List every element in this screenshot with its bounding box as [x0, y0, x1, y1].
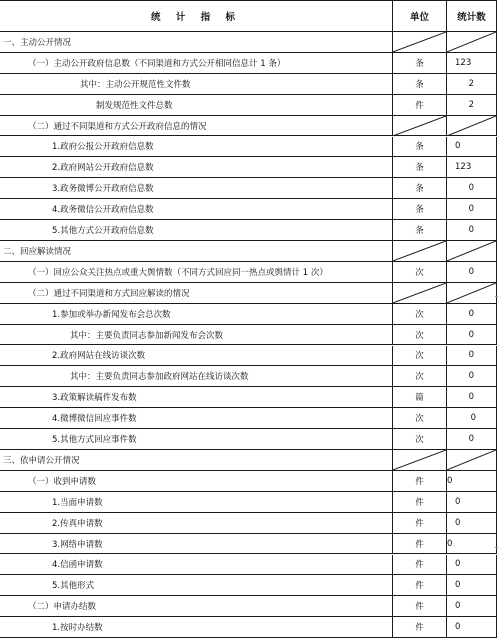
diagonal-slash	[447, 450, 496, 470]
unit-cell: 件	[392, 617, 446, 637]
count-cell: 0	[446, 387, 497, 407]
table-row	[0, 325, 497, 346]
unit-cell: 条	[392, 157, 446, 177]
count-cell: 0	[446, 325, 497, 345]
table-row	[0, 429, 497, 450]
unit-cell: 条	[392, 199, 446, 219]
table-row	[0, 408, 497, 429]
table-row	[0, 220, 497, 241]
unit-cell: 次	[392, 304, 446, 324]
count-cell: 0	[446, 555, 497, 575]
count-cell: 0	[446, 137, 497, 157]
indicator-label: 2.传真申请数	[52, 518, 103, 529]
indicator-label: 二、回应解读情况	[3, 246, 72, 257]
indicator-label: 1.按时办结数	[52, 623, 103, 634]
unit-cell	[392, 283, 446, 303]
indicator-label: 3.政务微博公开政府信息数	[52, 184, 154, 195]
indicator-label: 1.政府公报公开政府信息数	[52, 142, 154, 153]
table-row	[0, 32, 497, 53]
table-row	[0, 575, 497, 596]
unit-cell: 条	[392, 178, 446, 198]
table-row	[0, 137, 497, 158]
table-row	[0, 95, 497, 116]
count-cell: 0	[446, 429, 497, 449]
diagonal-slash	[447, 283, 496, 303]
count-cell: 0	[446, 220, 497, 240]
count-cell: 0	[446, 178, 497, 198]
indicator-label: 4.信函申请数	[52, 560, 103, 571]
count-cell	[446, 32, 497, 52]
table-row	[0, 346, 497, 367]
unit-cell	[392, 450, 446, 470]
unit-cell	[392, 241, 446, 261]
unit-cell	[392, 116, 446, 136]
count-cell	[446, 450, 497, 470]
count-cell: 123	[446, 53, 497, 73]
indicator-label: （一）回应公众关注热点或重大舆情数（不同方式回应同一热点或舆情计 1 次）	[28, 267, 328, 278]
count-cell: 0	[446, 346, 497, 366]
unit-cell: 篇	[392, 387, 446, 407]
diagonal-slash	[393, 450, 446, 470]
header-unit: 单位	[392, 1, 446, 31]
unit-cell: 件	[392, 555, 446, 575]
indicator-label: （一）主动公开政府信息数（不同渠道和方式公开相同信息计 1 条）	[28, 58, 286, 69]
count-cell	[446, 241, 497, 261]
indicator-label: 3.网络申请数	[52, 539, 103, 550]
unit-cell: 件	[392, 596, 446, 616]
table-row	[0, 596, 497, 617]
table-row	[0, 53, 497, 74]
table-row	[0, 513, 497, 534]
count-cell: 0	[446, 199, 497, 219]
indicator-label: 其中：主要负责同志参加新闻发布会次数	[70, 330, 224, 341]
count-cell: 0	[446, 596, 497, 616]
indicator-label: 制发规范性文件总数	[96, 100, 173, 111]
table-row	[0, 241, 497, 262]
unit-cell: 条	[392, 53, 446, 73]
unit-cell: 次	[392, 429, 446, 449]
unit-cell: 次	[392, 366, 446, 386]
diagonal-slash	[393, 283, 446, 303]
indicator-label: 其中：主要负责同志参加政府网站在线访谈次数	[70, 372, 249, 383]
indicator-label: 5.其他形式	[52, 581, 95, 592]
indicator-label: 其中：主动公开规范性文件数	[80, 79, 191, 90]
table-row	[0, 366, 497, 387]
unit-cell: 条	[392, 137, 446, 157]
diagonal-slash	[447, 32, 496, 52]
diagonal-slash	[393, 241, 446, 261]
count-cell: 0	[446, 617, 497, 637]
diagonal-slash	[447, 241, 496, 261]
indicator-label: 2.政府网站在线访谈次数	[52, 351, 146, 362]
table-row	[0, 157, 497, 178]
table-row	[0, 555, 497, 576]
table-row	[0, 116, 497, 137]
unit-cell: 次	[392, 325, 446, 345]
indicator-label: 三、依申请公开情况	[3, 455, 80, 466]
unit-cell: 件	[392, 95, 446, 115]
count-cell: 0	[446, 262, 497, 282]
table-row	[0, 199, 497, 220]
table-row	[0, 283, 497, 304]
unit-cell: 件	[392, 575, 446, 595]
indicator-label: 一、主动公开情况	[3, 37, 72, 48]
unit-cell: 条	[392, 220, 446, 240]
count-cell	[446, 116, 497, 136]
table-row	[0, 534, 497, 555]
edge-mark	[495, 296, 498, 297]
indicator-label: 4.政务微信公开政府信息数	[52, 205, 154, 216]
table-row	[0, 304, 497, 325]
unit-cell: 条	[392, 74, 446, 94]
unit-cell: 次	[392, 346, 446, 366]
table-row	[0, 74, 497, 95]
indicator-label: 2.政府网站公开政府信息数	[52, 163, 154, 174]
edge-mark	[495, 547, 498, 548]
unit-cell	[392, 32, 446, 52]
count-cell: 0	[446, 366, 497, 386]
indicator-label: （一）收到申请数	[28, 476, 97, 487]
indicator-label: 4.微博微信回应事件数	[52, 414, 137, 425]
diagonal-slash	[447, 116, 496, 136]
count-cell: 0	[446, 513, 497, 533]
table-row	[0, 262, 497, 283]
unit-cell: 件	[392, 471, 446, 491]
table-row	[0, 387, 497, 408]
table-row	[0, 178, 497, 199]
count-cell: 2	[446, 95, 497, 115]
header-count: 统计数	[446, 1, 497, 31]
table-header-row	[0, 0, 497, 32]
indicator-label: 1.参加或举办新闻发布会总次数	[52, 309, 171, 320]
count-cell: 0	[446, 575, 497, 595]
diagonal-slash	[393, 116, 446, 136]
indicator-label: （二）通过不同渠道和方式公开政府信息的情况	[28, 121, 207, 132]
indicator-label: （二）申请办结数	[28, 602, 97, 613]
indicator-label: 3.政策解读稿件发布数	[52, 393, 137, 404]
count-cell: 0	[446, 534, 497, 554]
count-cell: 0	[446, 471, 497, 491]
count-cell: 0	[446, 408, 497, 428]
indicator-label: （二）通过不同渠道和方式回应解读的情况	[28, 288, 190, 299]
table-row	[0, 492, 497, 513]
header-indicator: 统 计 指 标	[151, 12, 241, 23]
table-row	[0, 617, 497, 638]
count-cell: 123	[446, 157, 497, 177]
indicator-label: 5.其他方式回应事件数	[52, 435, 137, 446]
unit-cell: 件	[392, 492, 446, 512]
count-cell: 0	[446, 492, 497, 512]
indicator-label: 5.其他方式公开政府信息数	[52, 226, 154, 237]
unit-cell: 次	[392, 262, 446, 282]
unit-cell: 次	[392, 408, 446, 428]
indicator-label: 1.当面申请数	[52, 497, 103, 508]
table-row	[0, 450, 497, 471]
count-cell: 2	[446, 74, 497, 94]
table-row	[0, 471, 497, 492]
count-cell: 0	[446, 304, 497, 324]
unit-cell: 件	[392, 534, 446, 554]
unit-cell: 件	[392, 513, 446, 533]
count-cell	[446, 283, 497, 303]
diagonal-slash	[393, 32, 446, 52]
